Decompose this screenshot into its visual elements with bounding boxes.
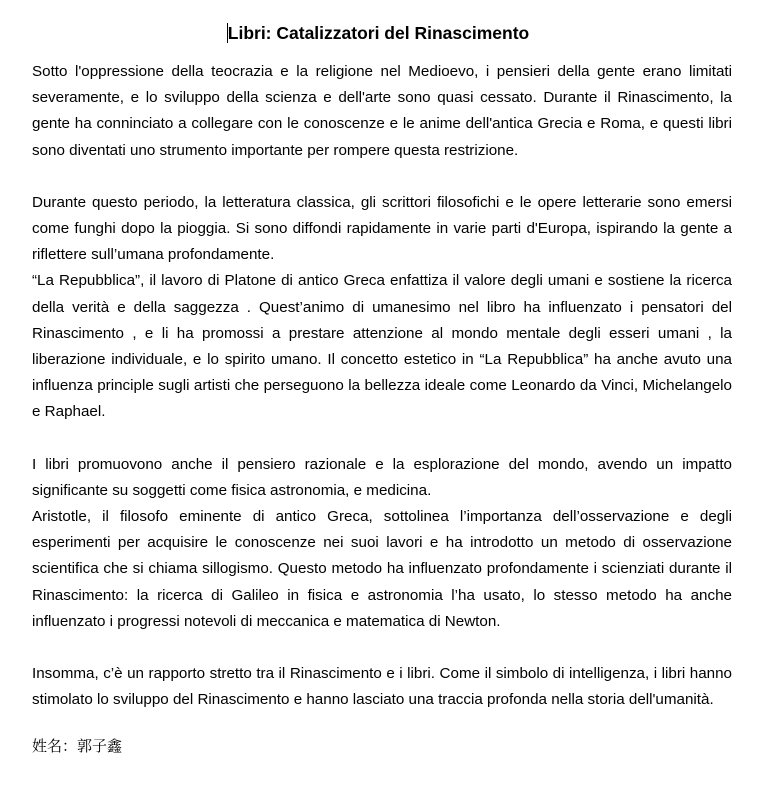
title-line (32, 18, 732, 48)
blank-line (32, 426, 732, 452)
paragraph-2: Durante questo periodo, la letteratura classica, gli scrittori filosofichi e le opere letterarie sono emersi come funghi dopo la pioggia. Si sono diffondi rapidamente in varie parti d'Europa, ispirando la gente a riflettere sull’umana profondamente. (32, 193, 732, 264)
paragraph-3: “La Repubblica”, il lavoro di Platone di antico Greca enfattiza il valore degli umani e sostiene la ricerca della verità e della saggezza . Quest’animo di umanesimo nel libro ha influenzato i pensatori del Rinascimento , e li ha promossi a prestare attenzione al mondo mentale degli esseri umani , la liberazione individuale, e lo spirito umano. Il concetto estetico in “La Repubblica” ha anche avuto una influenza principle sugli artisti che perseguono la bellezza ideale come Leonardo da Vinci, Michelangelo e Raphael. (32, 272, 732, 421)
paragraph-1: Sotto l'oppressione della teocrazia e la religione nel Medioevo, i pensieri della gente erano limitati severamente, e lo sviluppo della scienza e dell'arte sono quasi cessato. Durante il Rinascimento, la gente ha conninciato a collegare con le conoscenze e le anime dell'antica Grecia e Roma, e questi libri sono diventati uno strumento importante per rompere questa restrizione. (32, 63, 732, 159)
paragraph-5: Aristotle, il filosofo eminente di antico Greca, sottolinea l’importanza dell’osservazione e degli esperimenti per acquisire le conoscenze nei suoi lavori e ha introdotto un metodo di osservazione scientifica che si chiama sillogismo. Questo metodo ha influenzato profondamente i scienziati durante il Rinascimento: la ricerca di Galileo in fisica e astronomia l’ha usato, lo stesso metodo ha anche influenzato i progressi notevoli di meccanica e matematica di Newton. (32, 508, 732, 630)
author-signature: 姓名：郭子鑫 (32, 737, 123, 756)
document-page (32, 18, 732, 759)
paragraph-4: I libri promuovono anche il pensiero razionale e la esplorazione del mondo, avendo un impatto significante su soggetti come fisica astronomia, e medicina. (32, 455, 732, 499)
document-title-wrap[interactable] (227, 18, 529, 48)
blank-line (32, 164, 732, 190)
blank-line (32, 635, 732, 661)
paragraph-6: Insomma, c’è un rapporto stretto tra il Rinascimento e i libri. Come il simbolo di intelligenza, i libri hanno stimolato lo sviluppo del Rinascimento e hanno lasciato una traccia profonda nella storia dell'umanità. (32, 665, 732, 709)
document-title: Libri: Catalizzatori del Rinascimento (227, 23, 530, 43)
